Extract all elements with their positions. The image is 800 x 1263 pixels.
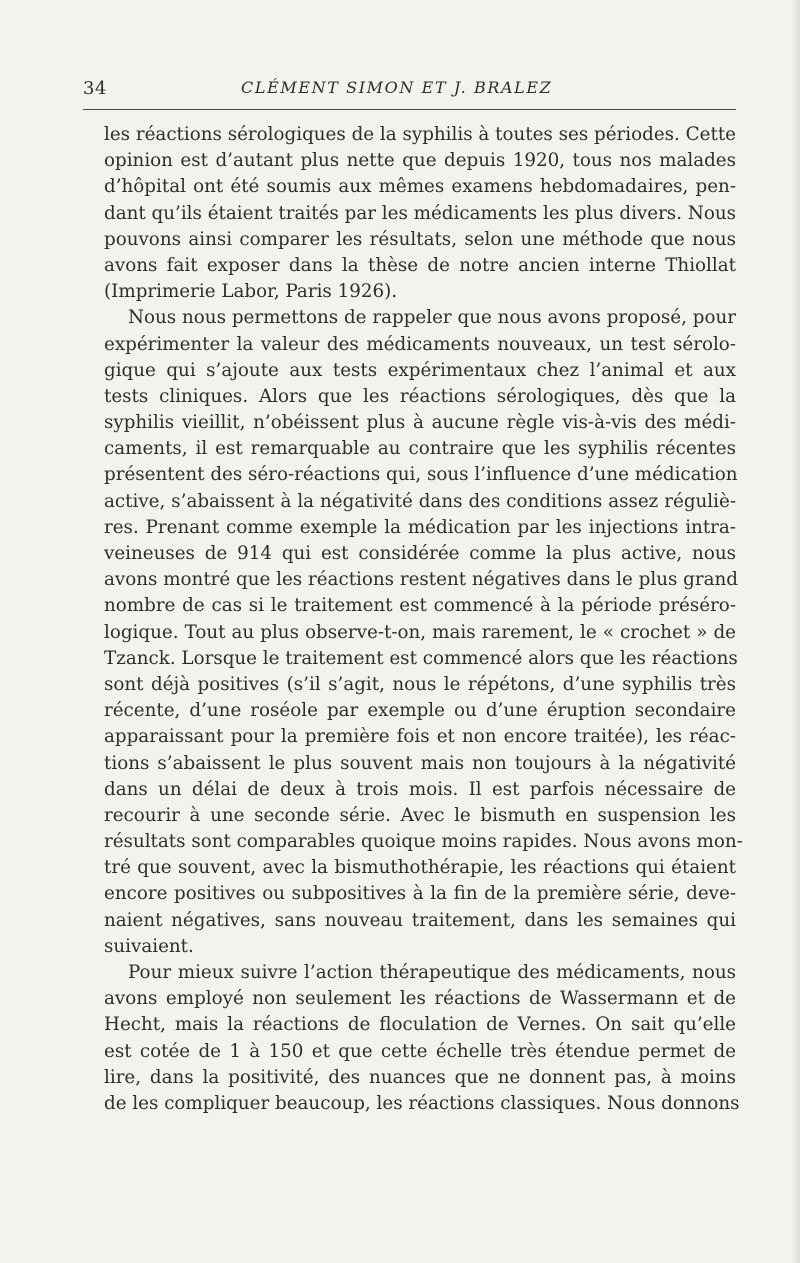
text-line: gique qui s’ajoute aux tests expérimentaux chez l’animal et aux	[104, 359, 736, 381]
text-line: pouvons ainsi comparer les résultats, selon une méthode que nous	[104, 228, 736, 250]
text-line: avons employé non seulement les réactions de Wassermann et de	[104, 988, 736, 1010]
text-line: tré que souvent, avec la bismuthothérapie, les réactions qui étaient	[104, 857, 736, 879]
text-line: de les compliquer beaucoup, les réactions classiques. Nous donnons	[104, 1092, 740, 1114]
text-line: res. Prenant comme exemple la médication par les injections intra-	[104, 516, 736, 538]
text-line: avons montré que les réactions restent négatives dans le plus grand	[104, 569, 738, 591]
body-text	[104, 122, 743, 1117]
text-line: recourir à une seconde série. Avec le bismuth en suspension les	[104, 804, 736, 826]
text-line: expérimenter la valeur des médicaments nouveaux, un test sérolo-	[104, 333, 736, 355]
paragraph-start-line: Pour mieux suivre l’action thérapeutique des médicaments, nous	[128, 962, 736, 983]
text-line: opinion est d’autant plus nette que depuis 1920, tous nos malades	[104, 150, 736, 172]
text-line: tions s’abaissent le plus souvent mais non toujours à la négativité	[104, 752, 736, 774]
text-line: Hecht, mais la réactions de floculation de Vernes. On sait qu’elle	[104, 1014, 736, 1036]
text-line: caments, il est remarquable au contraire que les syphilis récentes	[104, 438, 736, 460]
text-line: apparaissant pour la première fois et non encore traitée), les réac-	[104, 726, 736, 748]
text-line: veineuses de 914 qui est considérée comme la plus active, nous	[104, 543, 736, 564]
running-title: CLÉMENT SIMON ET J. BRALEZ	[241, 78, 553, 97]
text-line: sont déjà positives (s’il s’agit, nous le répétons, d’une syphilis très	[104, 673, 736, 695]
text-line: résultats sont comparables quoique moins rapides. Nous avons mon-	[104, 831, 743, 853]
text-line: naient négatives, sans nouveau traitement, dans les semaines qui	[104, 909, 736, 931]
text-line: récente, d’une roséole par exemple ou d’une éruption secondaire	[104, 700, 736, 722]
text-line: présentent des séro-réactions qui, sous l’influence d’une médication	[104, 464, 738, 486]
running-header	[83, 78, 735, 102]
text-line: (Imprimerie Labor, Paris 1926).	[104, 281, 398, 303]
text-line: nombre de cas si le traitement est commencé à la période préséro-	[104, 595, 736, 617]
text-line: suivaient.	[104, 935, 194, 957]
text-line: est cotée de 1 à 150 et que cette échelle très étendue permet de	[104, 1040, 736, 1062]
text-line: syphilis vieillit, n’obéissent plus à aucune règle vis-à-vis des médi-	[104, 412, 736, 434]
text-line: les réactions sérologiques de la syphilis à toutes ses périodes. Cette	[104, 124, 736, 145]
text-line: avons fait exposer dans la thèse de notre ancien interne Thiollat	[104, 254, 736, 276]
text-line: active, s’abaissent à la négativité dans des conditions assez réguliè-	[104, 490, 736, 512]
header-rule	[83, 109, 736, 110]
text-line: dans un délai de deux à trois mois. Il est parfois nécessaire de	[104, 778, 736, 800]
page-number: 34	[83, 78, 107, 99]
paragraph-start-line: Nous nous permettons de rappeler que nous avons proposé, pour	[128, 307, 736, 329]
text-line: dant qu’ils étaient traités par les médicaments les plus divers. Nous	[104, 202, 736, 224]
text-line: lire, dans la positivité, des nuances que ne donnent pas, à moins	[104, 1066, 736, 1088]
text-line: encore positives ou subpositives à la fin de la première série, deve-	[104, 883, 736, 905]
text-line: Tzanck. Lorsque le traitement est commencé alors que les réactions	[104, 647, 738, 669]
text-line: logique. Tout au plus observe-t-on, mais rarement, le « crochet » de	[104, 621, 736, 643]
text-line: d’hôpital ont été soumis aux mêmes examens hebdomadaires, pen-	[104, 176, 736, 198]
text-line: tests cliniques. Alors que les réactions sérologiques, dès que la	[104, 385, 736, 407]
